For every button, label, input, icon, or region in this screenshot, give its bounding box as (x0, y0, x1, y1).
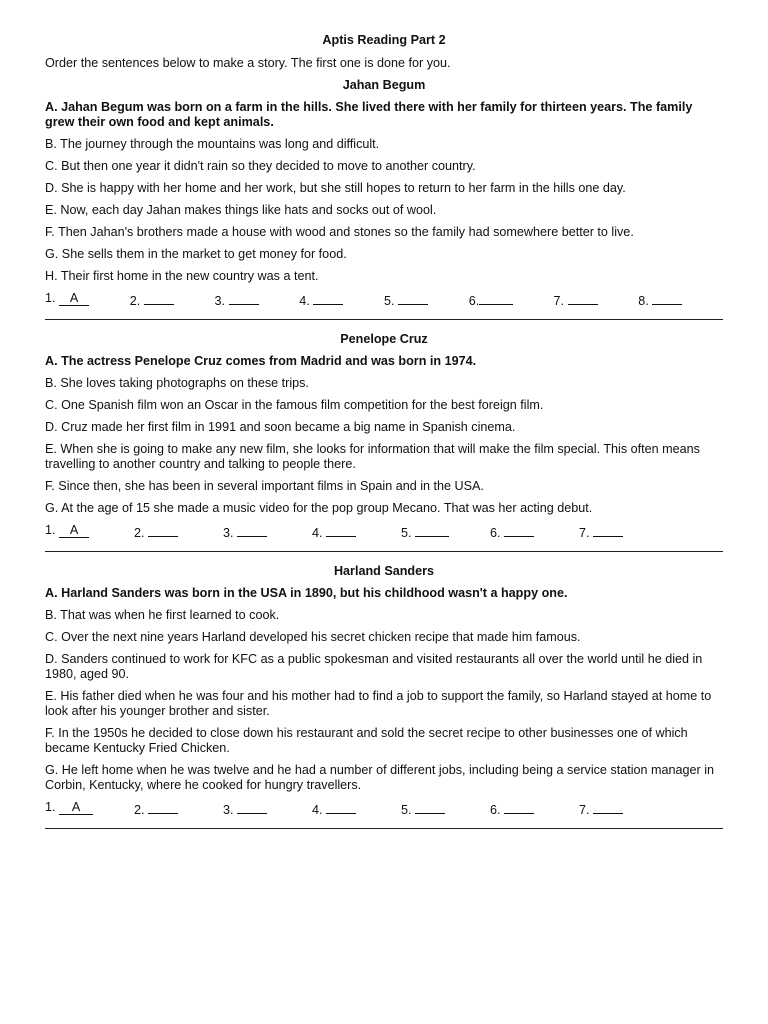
answer-number: 4. (312, 803, 323, 817)
section-harland-sanders (45, 564, 723, 818)
answer-number: 3. (223, 526, 234, 540)
sentence-f: F. Since then, she has been in several important films in Spain and in the USA. (45, 479, 484, 493)
answer-number: 5. (384, 294, 395, 308)
answer-item (469, 291, 554, 309)
sentence-b: B. The journey through the mountains was long and difficult. (45, 137, 380, 151)
sentence-c: C. Over the next nine years Harland developed his secret chicken recipe that made him famous. (45, 630, 581, 644)
sentence-d: D. She is happy with her home and her work, but she still hopes to return to her farm in the hills one day. (45, 181, 626, 195)
sentence-h: H. Their first home in the new country was a tent. (45, 269, 319, 283)
sentence-f: F. In the 1950s he decided to close down his restaurant and sold the secret recipe to other businesses one of which became Kentucky Fried Chicken. (45, 726, 688, 755)
answer-number: 4. (312, 526, 323, 540)
section-heading: Harland Sanders (333, 564, 435, 578)
answer-row (45, 800, 723, 818)
sentence-a: A. Jahan Begum was born on a farm in the hills. She lived there with her family for thirteen years. The family grew their own food and kept animals. (45, 100, 693, 129)
answer-blank[interactable] (148, 800, 178, 814)
answer-number: 2. (129, 294, 141, 308)
answer-blank[interactable] (652, 291, 682, 305)
answer-item (312, 800, 401, 818)
answer-item (554, 291, 639, 309)
answer-number: 1. (45, 291, 56, 305)
answer-number: 6. (490, 803, 501, 817)
answer-number: 3. (223, 803, 234, 817)
answer-number: 7. (579, 803, 590, 817)
section-divider (45, 828, 723, 829)
sentence-a: A. Harland Sanders was born in the USA in 1890, but his childhood wasn't a happy one. (45, 586, 568, 600)
answer-number: 5. (401, 803, 412, 817)
answer-item (223, 523, 312, 541)
answer-blank[interactable] (326, 800, 356, 814)
sentence-g: G. She sells them in the market to get money for food. (45, 247, 347, 261)
answer-item (401, 523, 490, 541)
section-divider (45, 551, 723, 552)
sentence-d: D. Sanders continued to work for KFC as a public spokesman and visited restaurants all over the world until he died in 1980, aged 90. (45, 652, 703, 681)
sentence-c: C. But then one year it didn't rain so they decided to move to another country. (45, 159, 476, 173)
answer-item (223, 800, 312, 818)
answer-row (45, 291, 723, 309)
answer-number: 2. (134, 803, 145, 817)
answer-item (45, 523, 134, 541)
answer-number: 7. (579, 526, 590, 540)
answer-blank[interactable]: A (59, 801, 93, 815)
section-divider (45, 319, 723, 320)
answer-item (215, 291, 300, 309)
instructions: Order the sentences below to make a story. The first one is done for you. (45, 56, 451, 70)
answer-item (130, 291, 215, 309)
answer-blank[interactable]: A (59, 292, 89, 306)
sentence-b: B. She loves taking photographs on these trips. (45, 376, 309, 390)
section-heading: Penelope Cruz (340, 332, 428, 346)
answer-blank[interactable] (313, 291, 343, 305)
sentence-g: G. He left home when he was twelve and he had a number of different jobs, including being a service station manager in Corbin, Kentucky, where he cooked for hungry travellers. (45, 763, 715, 792)
sentence-e: E. When she is going to make any new film, she looks for information that will make the film special. This often means travelling to another country and talking to people there. (45, 442, 700, 471)
answer-number: 5. (401, 526, 412, 540)
sentence-f: F. Then Jahan's brothers made a house with wood and stones so the family had somewhere better to live. (45, 225, 634, 239)
answer-blank[interactable] (144, 291, 174, 305)
answer-number: 8. (638, 294, 649, 308)
answer-blank[interactable] (237, 800, 267, 814)
section-penelope-cruz (45, 332, 723, 541)
answer-blank[interactable]: A (59, 524, 89, 538)
answer-number: 2. (134, 526, 145, 540)
answer-item (638, 291, 723, 309)
answer-number: 1. (45, 800, 56, 814)
answer-item (45, 291, 130, 309)
answer-number: 1. (45, 523, 56, 537)
sentence-d: D. Cruz made her first film in 1991 and soon became a big name in Spanish cinema. (45, 420, 516, 434)
answer-item (401, 800, 490, 818)
answer-blank[interactable] (415, 800, 445, 814)
answer-item (134, 800, 223, 818)
answer-item (490, 800, 579, 818)
answer-blank[interactable] (479, 291, 513, 305)
answer-number: 6. (468, 294, 480, 308)
answer-number: 6. (490, 526, 501, 540)
answer-blank[interactable] (504, 800, 534, 814)
answer-blank[interactable] (593, 523, 623, 537)
answer-item (384, 291, 469, 309)
answer-blank[interactable] (237, 523, 267, 537)
answer-blank[interactable] (398, 291, 428, 305)
sentence-g: G. At the age of 15 she made a music video for the pop group Mecano. That was her acting debut. (45, 501, 593, 515)
page-title: Aptis Reading Part 2 (322, 33, 446, 47)
answer-item (299, 291, 384, 309)
sentence-c: C. One Spanish film won an Oscar in the famous film competition for the best foreign film. (45, 398, 544, 412)
section-heading: Jahan Begum (342, 78, 426, 92)
answer-item (579, 800, 668, 818)
answer-item (134, 523, 223, 541)
answer-blank[interactable] (504, 523, 534, 537)
answer-item (490, 523, 579, 541)
sentence-e: E. His father died when he was four and his mother had to find a job to support the family, so Harland stayed at home to look after his younger brother and sister. (45, 689, 712, 718)
sentence-b: B. That was when he first learned to cook. (45, 608, 280, 622)
answer-blank[interactable] (148, 523, 178, 537)
answer-blank[interactable] (593, 800, 623, 814)
sentence-e: E. Now, each day Jahan makes things like hats and socks out of wool. (45, 203, 437, 217)
answer-blank[interactable] (229, 291, 259, 305)
sentence-a: A. The actress Penelope Cruz comes from Madrid and was born in 1974. (45, 354, 477, 368)
worksheet-page (45, 33, 723, 841)
answer-blank[interactable] (415, 523, 449, 537)
answer-blank[interactable] (326, 523, 356, 537)
answer-number: 4. (299, 294, 310, 308)
answer-item (45, 800, 134, 818)
answer-blank[interactable] (568, 291, 598, 305)
section-jahan-begum (45, 78, 723, 309)
answer-number: 7. (553, 294, 565, 308)
answer-item (312, 523, 401, 541)
answer-number: 3. (214, 294, 226, 308)
answer-item (579, 523, 668, 541)
answer-row (45, 523, 723, 541)
